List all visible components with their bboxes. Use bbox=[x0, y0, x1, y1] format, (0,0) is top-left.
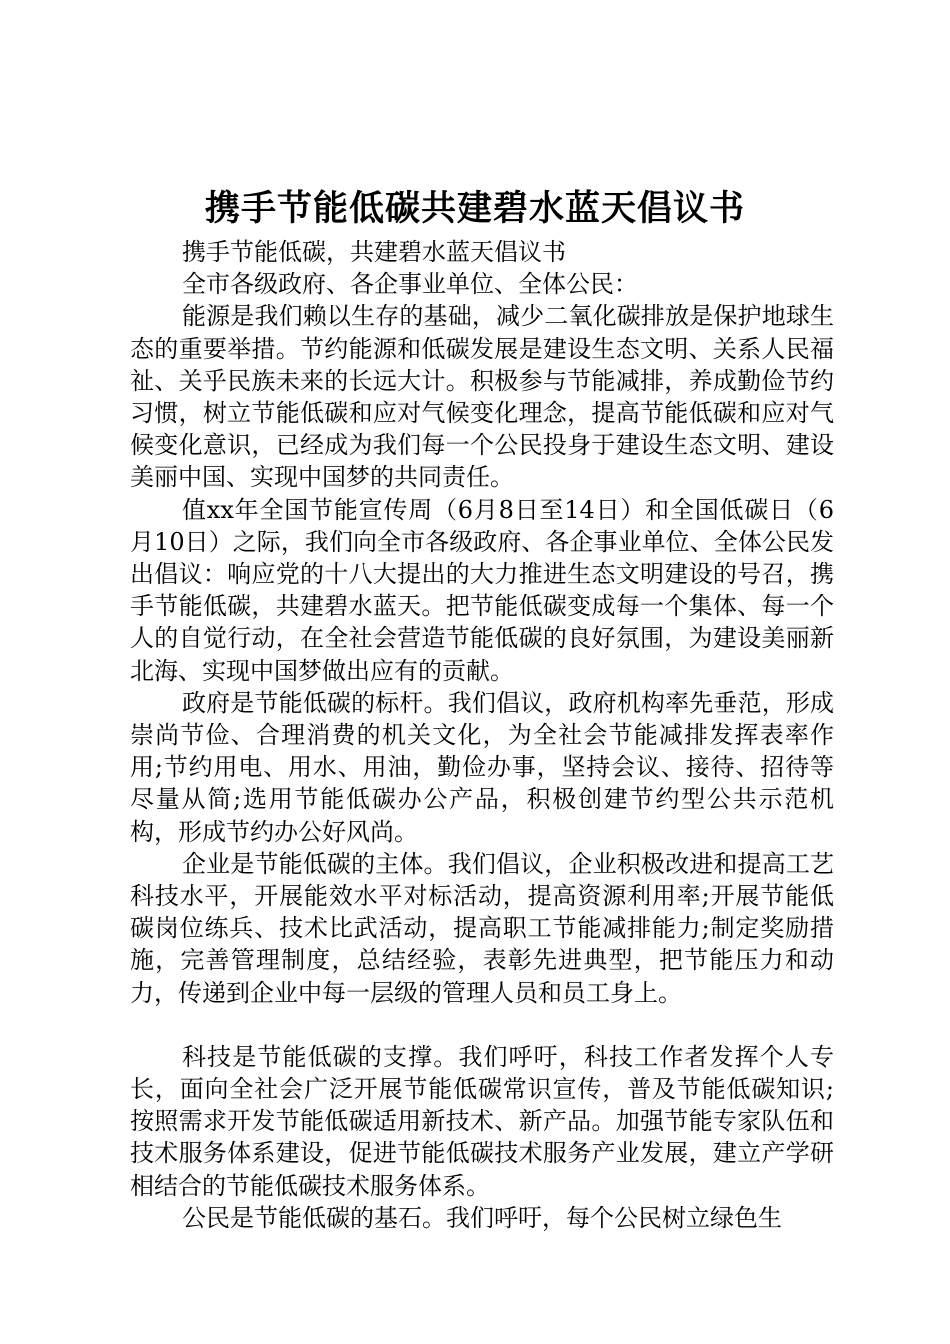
body-paragraph: 值xx年全国节能宣传周（6月8日至14日）和全国低碳日（6月10日）之际，我们向全市各级政府、各企事业单位、全体公民发出倡议：响应党的十八大提出的大力推进生态文明建设的号召，携手节能低碳，共建碧水蓝天。把节能低碳变成每一个集体、每一个人的自觉行动，在全社会营造节能低碳的良好氛围，为建设美丽新北海、实现中国梦做出应有的贡献。 bbox=[130, 495, 834, 685]
salutation-paragraph: 全市各级政府、各企事业单位、全体公民： bbox=[182, 270, 638, 299]
body-paragraph: 科技是节能低碳的支撑。我们呼吁，科技工作者发挥个人专长，面向全社会广泛开展节能低碳常识宣传，普及节能低碳知识;按照需求开发节能低碳适用新技术、新产品。加强节能专家队伍和技术服务体系建设，促进节能低碳技术服务产业发展，建立产学研相结合的节能低碳技术服务体系。 bbox=[130, 1042, 834, 1200]
document-body bbox=[130, 236, 834, 1234]
document-title: 携手节能低碳共建碧水蓝天倡议书 bbox=[204, 189, 745, 229]
paragraph-gap bbox=[130, 1009, 834, 1041]
body-paragraph: 能源是我们赖以生存的基础，减少二氧化碳排放是保护地球生态的重要举措。节约能源和低碳发展是建设生态文明、关系人民福祉、关乎民族未来的长远大计。积极参与节能减排，养成勤俭节约习惯，树立节能低碳和应对气候变化理念，提高节能低碳和应对气候变化意识，已经成为我们每一个公民投身于建设生态文明、建设美丽中国、实现中国梦的共同责任。 bbox=[130, 302, 834, 492]
body-paragraph: 企业是节能低碳的主体。我们倡议，企业积极改进和提高工艺科技水平，开展能效水平对标活动，提高资源利用率;开展节能低碳岗位练兵、技术比武活动，提高职工节能减排能力;制定奖励措施，完善管理制度，总结经验，表彰先进典型，把节能压力和动力，传递到企业中每一层级的管理人员和员工身上。 bbox=[130, 849, 834, 1007]
subtitle-paragraph: 携手节能低碳，共建碧水蓝天倡议书 bbox=[182, 238, 566, 266]
body-paragraph: 政府是节能低碳的标杆。我们倡议，政府机构率先垂范，形成崇尚节俭、合理消费的机关文化，为全社会节能减排发挥表率作用;节约用电、用水、用油，勤俭办事，坚持会议、接待、招待等尽量从简;选用节能低碳办公产品，积极创建节约型公共示范机构，形成节约办公好风尚。 bbox=[130, 688, 834, 846]
body-paragraph: 公民是节能低碳的基石。我们呼吁，每个公民树立绿色生 bbox=[182, 1203, 782, 1232]
